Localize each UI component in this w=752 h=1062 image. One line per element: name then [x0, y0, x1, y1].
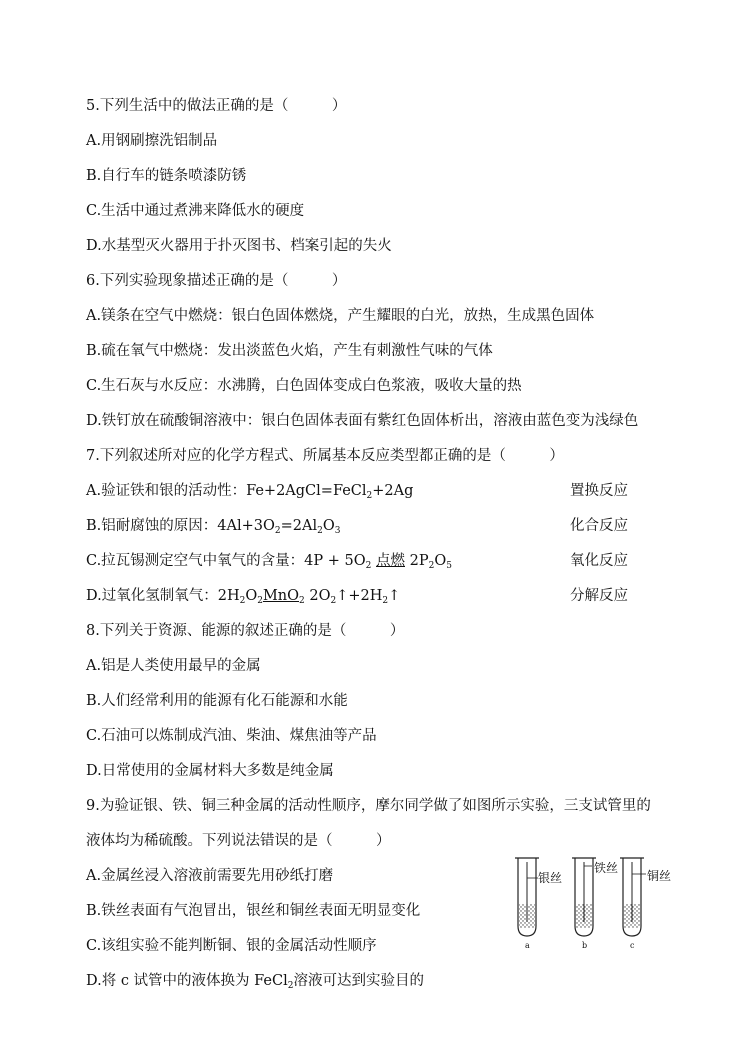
q8-option-b: B.人们经常利用的能源有化石能源和水能 [86, 693, 348, 709]
reaction-condition: 点燃 [376, 553, 405, 569]
test-tube-figure [510, 852, 690, 952]
q8-option-c: C.石油可以炼制成汽油、柴油、煤焦油等产品 [86, 728, 377, 744]
test-tube-b [572, 858, 596, 936]
catalyst: MnO$_2$ [262, 588, 305, 606]
iron-wire-label: 铁丝 [594, 861, 619, 875]
q8-option-d: D.日常使用的金属材料大多数是纯金属 [86, 763, 334, 779]
q7-option-c-type: 氧化反应 [570, 553, 628, 569]
tube-label-c: c [630, 941, 635, 950]
tube-label-a: a [525, 941, 530, 950]
copper-wire-label: 铜丝 [647, 869, 672, 883]
q7-option-b: B.铝耐腐蚀的原因：$4Al+3O_2=2Al_2O_3$ [86, 518, 341, 536]
q6-option-d: D.铁钉放在硫酸铜溶液中：银白色固体表面有紫红色固体析出，溶液由蓝色变为浅绿色 [86, 413, 639, 429]
tube-label-b: b [582, 941, 588, 950]
q5-stem: 5.下列生活中的做法正确的是（ ） [86, 98, 347, 114]
q9-stem-line1: 9.为验证银、铁、铜三种金属的活动性顺序，摩尔同学做了如图所示实验，三支试管里的 [86, 798, 651, 814]
q5-option-b: B.自行车的链条喷漆防锈 [86, 168, 247, 184]
q7-option-d-type: 分解反应 [570, 588, 628, 604]
q7-option-c: C.拉瓦锡测定空气中氧气的含量：$4P + 5O_2$ 点燃 $2P_2O_5$ [86, 553, 452, 571]
q6-option-b: B.硫在氧气中燃烧：发出淡蓝色火焰，产生有刺激性气味的气体 [86, 343, 493, 359]
q5-option-d: D.水基型灭火器用于扑灭图书、档案引起的失火 [86, 238, 392, 254]
q5-option-c: C.生活中通过煮沸来降低水的硬度 [86, 203, 305, 219]
q7-option-d: D.过氧化氢制氧气：$2H_2O_2MnO_2$ $2O_2↑+2H_2↑$ [86, 588, 401, 606]
q9-option-b: B.铁丝表面有气泡冒出，银丝和铜丝表面无明显变化 [86, 903, 421, 919]
q9-option-d: D.将 c 试管中的液体换为 FeCl$_2$溶液可达到实验目的 [86, 973, 424, 991]
q8-option-a: A.铝是人类使用最早的金属 [86, 658, 261, 674]
silver-wire-label: 银丝 [538, 871, 563, 885]
q6-option-a: A.镁条在空气中燃烧：银白色固体燃烧，产生耀眼的白光，放热，生成黑色固体 [86, 308, 595, 324]
q6-option-c: C.生石灰与水反应：水沸腾，白色固体变成白色浆液，吸收大量的热 [86, 378, 522, 394]
q7-option-a: A.验证铁和银的活动性：Fe+2AgCl=FeCl$_2$+2Ag [86, 483, 414, 501]
q6-stem: 6.下列实验现象描述正确的是（ ） [86, 273, 347, 289]
q7-option-b-type: 化合反应 [570, 518, 628, 534]
test-tube-c [620, 858, 646, 936]
q7-stem: 7.下列叙述所对应的化学方程式、所属基本反应类型都正确的是（ ） [86, 448, 564, 464]
q9-stem-line2: 液体均为稀硫酸。下列说法错误的是（ ） [86, 833, 391, 849]
q7-option-a-type: 置换反应 [570, 483, 628, 499]
q9-option-c: C.该组实验不能判断铜、银的金属活动性顺序 [86, 938, 377, 954]
q8-stem: 8.下列关于资源、能源的叙述正确的是（ ） [86, 623, 405, 639]
q5-option-a: A.用钢刷擦洗铝制品 [86, 133, 218, 149]
q9-option-a: A.金属丝浸入溶液前需要先用砂纸打磨 [86, 868, 334, 884]
test-tube-a [515, 858, 539, 936]
